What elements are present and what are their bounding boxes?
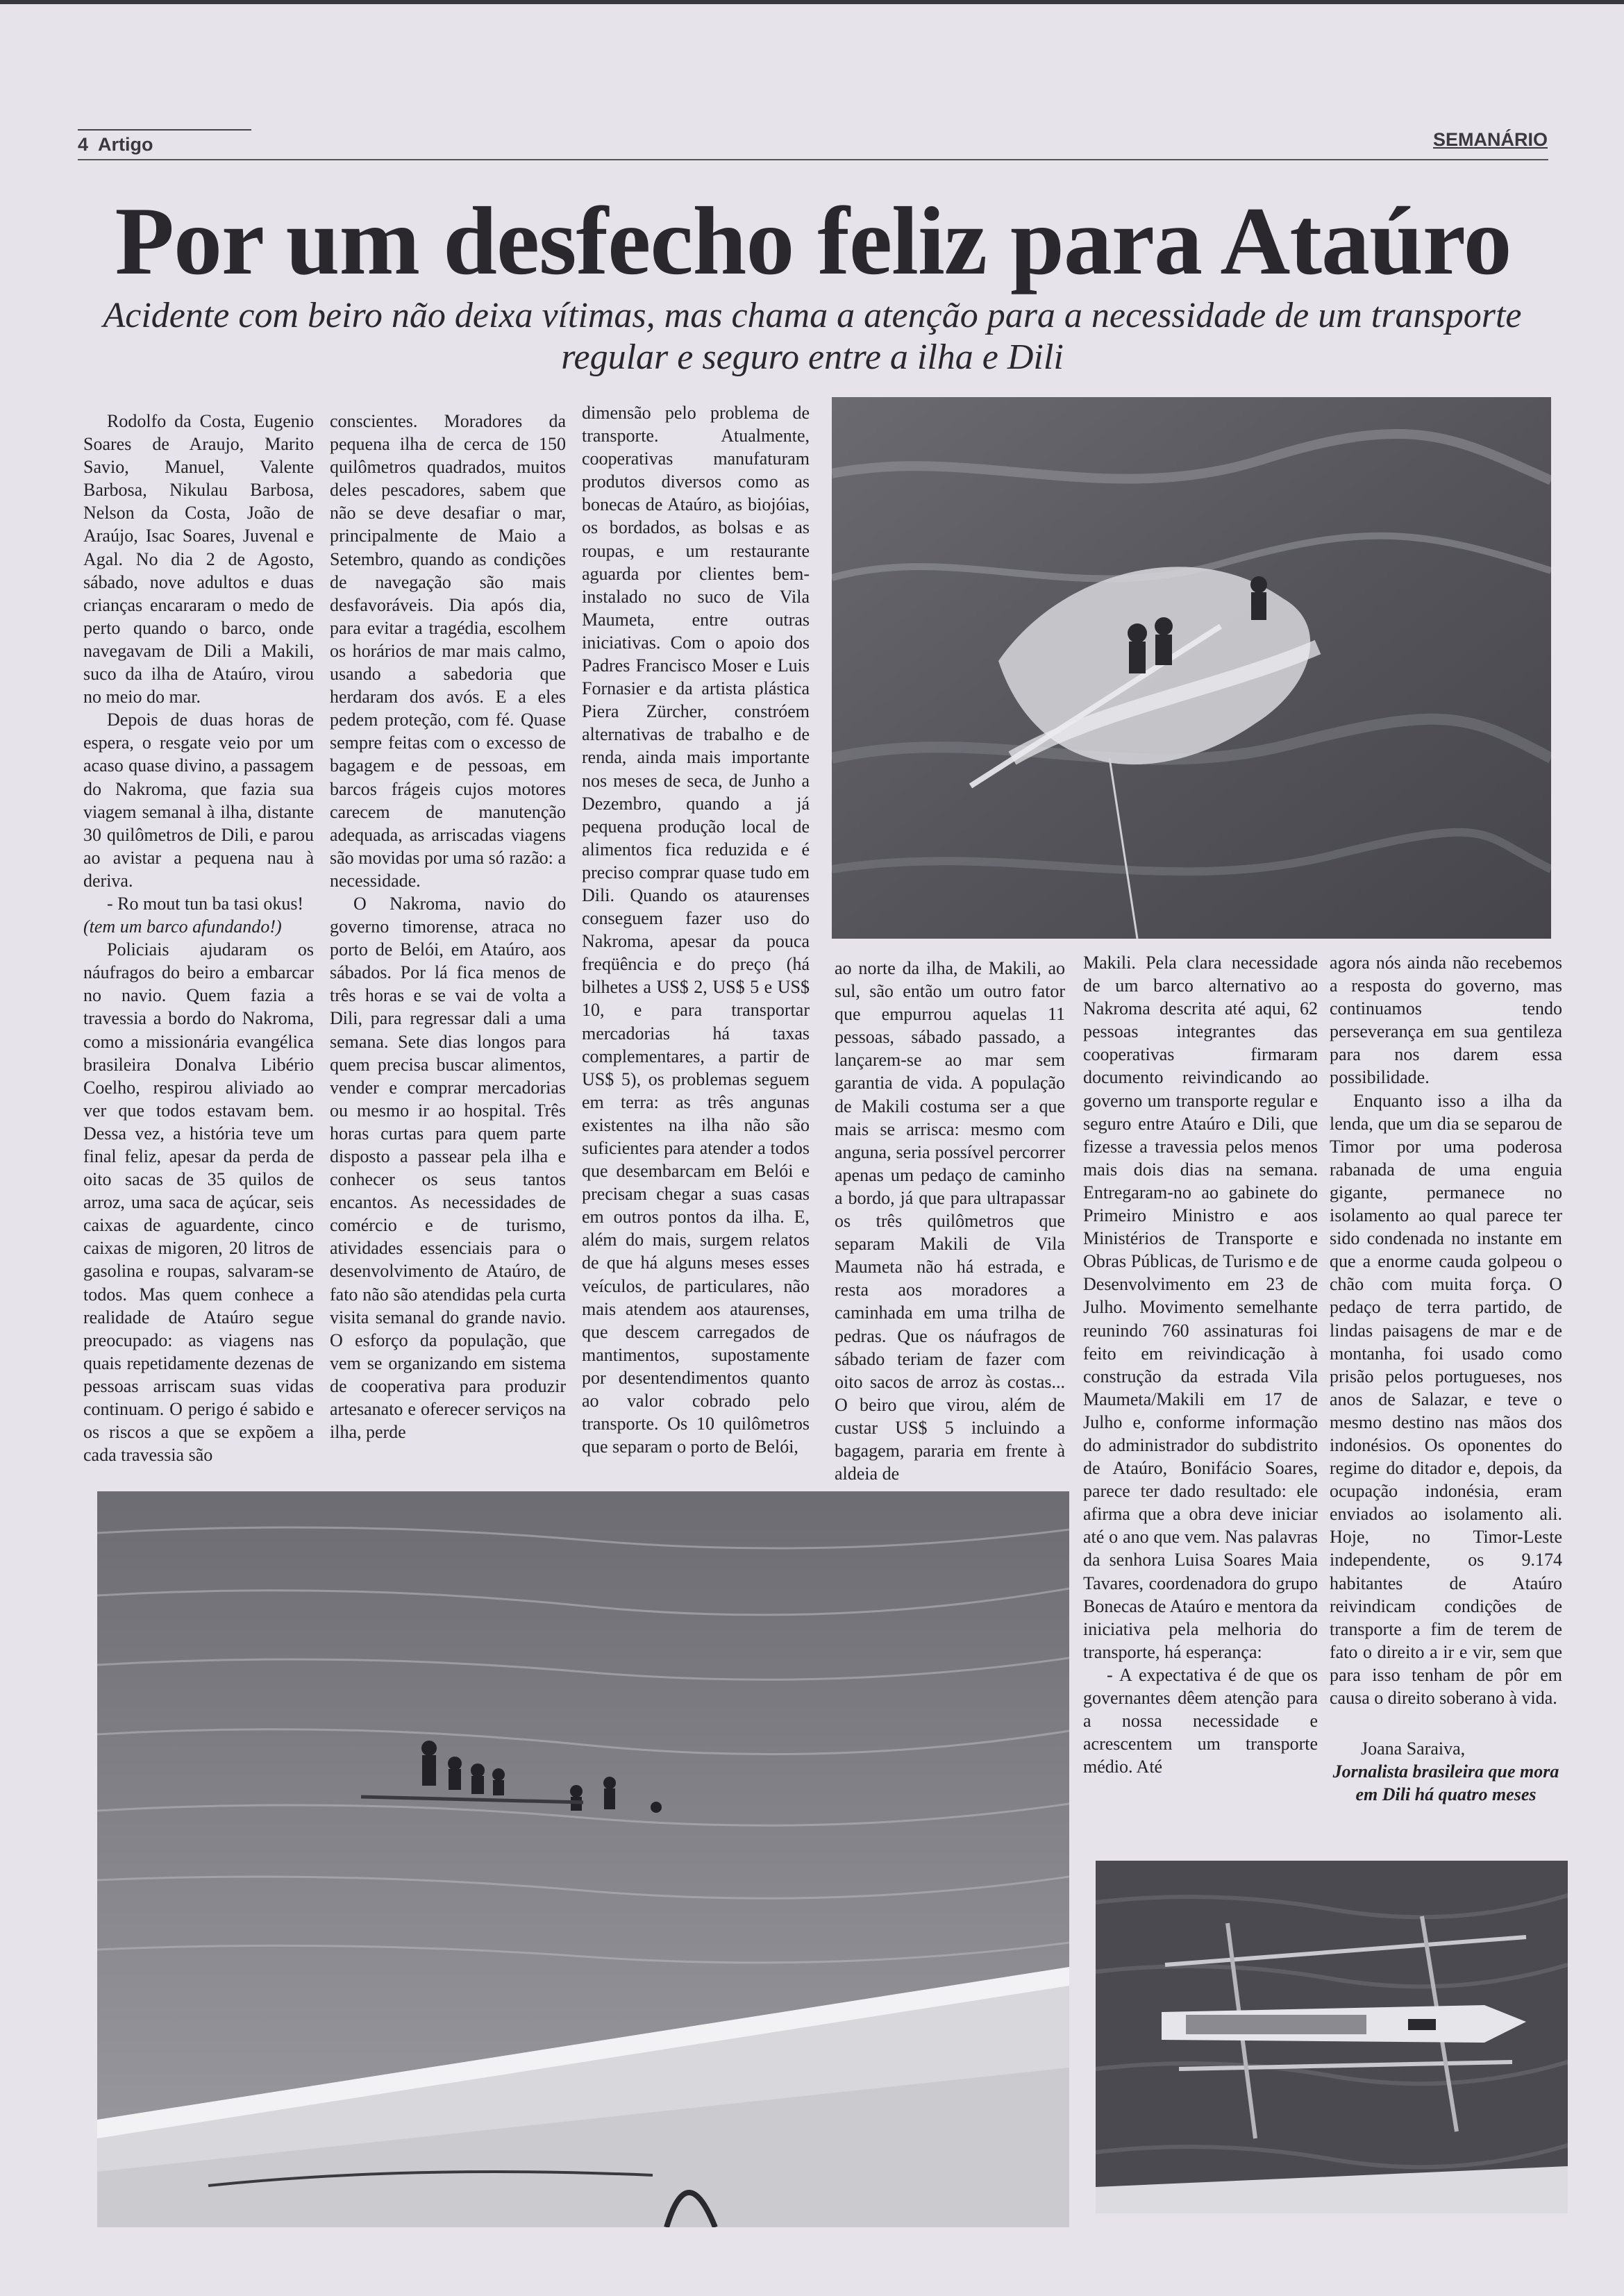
paragraph: Rodolfo da Costa, Eugenio Soares de Araujo, Marito Savio, Manuel, Valente Barbosa, Nikulau Barbosa, Nelson da Costa, João de Araújo, Isac Soares, Juvenal e Agal. No dia 2 de Agosto, sábado, nove adultos e duas crianças encararam o medo de perto quando o barco, onde navegavam de Dili a Makili, suco da ilha de Ataúro, virou no meio do mar. [83, 411, 314, 707]
paragraph: agora nós ainda não recebemos a resposta do governo, mas continuamos tendo perseverança em sua gentileza para nos darem essa possibilidade. [1330, 953, 1562, 1088]
newspaper-name: SEMANÁRIO [1432, 129, 1548, 150]
article-column-6 [1330, 951, 1562, 1806]
paragraph: Policiais ajudaram os náufragos do beiro a embarcar no navio. Quem fazia a travessia a bordo do Nakroma, como a missionária evangélica brasileira Donalva Libério Coelho, respirou aliviado ao ver que todos estavam bem. Dessa vez, a história teve um final feliz, apesar da perda de oito sacas de 35 quilos de arroz, uma saca de açúcar, seis caixas de aguardente, cinco caixas de migoren, 20 litros de gasolina e roupas, salvaram-se todos. Mas quem conhece a realidade de Ataúro segue preocupado: as viagens nas quais repetidamente dezenas de pessoas arriscam suas vidas continuam. O perigo é sabido e os riscos a que se expõem a cada travessia são [83, 939, 314, 1466]
top-border [0, 0, 1624, 4]
article-column-5 [1083, 951, 1318, 1778]
header-rule [78, 159, 1548, 160]
paragraph: O Nakroma, navio do governo timorense, atraca no porto de Belói, em Ataúro, aos sábados. Por lá fica menos de três horas e se vai de volta a Dili, para regressar dali a uma semana. Sete dias longos para quem precisa buscar alimentos, vender e comprar mercadorias ou mesmo ir ao hospital. Três horas curtas para quem parte disposto a passear pela ilha e conhecer os seus tantos encantos. As necessidades de comércio e de turismo, atividades essenciais para o desenvolvimento de Ataúro, de fato não são atendidas pela curta visita semanal do grande navio. O esforço da população, que vem se organizando em sistema de cooperativa para produzir artesanato e oferecer serviços na ilha, perde [330, 893, 566, 1443]
paragraph: conscientes. Moradores da pequena ilha de cerca de 150 quilômetros quadrados, muitos deles pescadores, sabem que não se deve desafiar o mar, principalmente de Maio a Setembro, quando as condições de navegação são mais desfavoráveis. Dia após dia, para evitar a tragédia, escolhem os horários de mar mais calmo, usando a sabedoria que herdaram dos avós. E a eles pedem proteção, com fé. Quase sempre feitas com o excesso de bagagem e de pessoas, em barcos frágeis cujos motores carecem de manutenção adequada, as arriscadas viagens são movidas por uma só razão: a necessidade. [330, 411, 566, 891]
author-name: Joana Saraiva, [1361, 1738, 1466, 1759]
author-description: Jornalista brasileira que mora em Dili há quatro meses [1332, 1761, 1559, 1805]
paragraph: Makili. Pela clara necessidade de um barco alternativo ao Nakroma descrita até aqui, 62 pessoas integrantes das cooperativas firmaram documento reivindicando ao governo um transporte regular e seguro entre Ataúro e Dili, que fizesse a travessia pelos menos mais dois dias na semana. Entregaram-no ao gabinete do Primeiro Ministro e aos Ministérios de Transporte e Obras Públicas, de Turismo e de Desenvolvimento em 23 de Julho. Movimento semelhante reunindo 760 assinaturas foi feito em reivindicação à construção da estrada Vila Maumeta/Makili em 17 de Julho e, conforme informação do administrador do subdistrito de Ataúro, Bonifácio Soares, parece ter dado resultado: ele afirma que a obra deve iniciar até o ano que vem. Nas palavras da senhora Luisa Soares Maia Tavares, coordenadora do grupo Bonecas de Ataúro e mentora da iniciativa pela melhoria do transporte, há esperança: [1083, 953, 1318, 1662]
article-headline: Por um desfecho feliz para Ataúro [115, 187, 1512, 295]
section-rule [78, 129, 251, 131]
paragraph: dimensão pelo problema de transporte. Atualmente, cooperativas manufaturam produtos diversos como as bonecas de Ataúro, as biojóias, os bordados, as bolsas e as roupas, e um restaurante aguarda por clientes bem-instalado no suco de Vila Maumeta, entre outras iniciativas. Com o apoio dos Padres Francisco Moser e Luis Fornasier e da artista plástica Piera Zürcher, constróem alternativas de trabalho e de renda, ainda mais importante nos meses de seca, de Junho a Dezembro, quando a já pequena produção local de alimentos fica reduzida e é preciso comprar quase tudo em Dili. Quando os ataurenses conseguem fazer uso do Nakroma, apesar da pouca freqüência e do preço (há bilhetes a US$ 2, US$ 5 e US$ 10, e para transportar mercadorias há taxas complementares, a partir de US$ 5), os problemas seguem em terra: as três angunas existentes na ilha não são suficientes para atender a todos que desembarcam em Belói e precisam chegar a suas casas em outros pontos da ilha. E, além do mais, surgem relatos de que há alguns meses esses veículos, de particulares, não mais atendem aos ataurenses, que descem carregados de mantimentos, supostamente por desentendimentos quanto ao valor cobrado pelo transporte. Os 10 quilômetros que separam o porto de Belói, [582, 403, 810, 1457]
outrigger-boat-photo [1096, 1861, 1568, 2213]
boat-in-waves-photo [832, 397, 1551, 939]
article-column-4 [835, 957, 1065, 1485]
rescue-at-sea-photo [97, 1491, 1069, 2227]
article-column-2 [330, 410, 566, 1443]
article-column-1 [83, 410, 314, 1466]
paragraph: ao norte da ilha, de Makili, ao sul, são então um outro fator que empurrou aquelas 11 pessoas, sábado passado, a lançarem-se ao mar sem garantia de vida. A população de Makili costuma ser a que mais se arrisca: mesmo com anguna, seria possível percorrer apenas um pedaço de caminho a bordo, já que para ultrapassar os três quilômetros que separam Makili de Vila Maumeta não há estrada, e resta aos moradores a caminhada em uma trilha de pedras. Que os náufragos de sábado teriam de fazer com oito sacos de arroz às costas... O beiro que virou, além de custar US$ 5 incluindo a bagagem, pararia em frente à aldeia de [835, 958, 1065, 1484]
quote-line: - Ro mout tun ba tasi okus! [107, 893, 304, 914]
article-subheadline: Acidente com beiro não deixa vítimas, mas chama a atenção para a necessidade de um transporte regular e seguro entre a ilha e Dili [103, 296, 1522, 377]
quote-translation: (tem um barco afundando!) [83, 916, 282, 937]
article-column-3 [582, 401, 810, 1458]
paragraph: Enquanto isso a ilha da lenda, que um dia se separou de Timor por uma poderosa rabanada de uma enguia gigante, permanece no isolamento ao qual parece ter sido condenada no instante em que a enorme cauda golpeou o chão com muita força. O pedaço de terra partido, de lindas paisagens de mar e de montanha, foi usado como prisão pelos portugueses, nos anos de Salazar, e teve o mesmo destino nas mãos dos indonésios. Os oponentes do regime do ditador e, depois, da ocupação indonésia, eram enviados ao isolamento ali. Hoje, no Timor-Leste independente, os 9.174 habitantes de Ataúro reivindicam condições de transporte a fim de terem de fato o direito a ir e vir, sem que para isso tenham de pôr em causa o direito soberano à vida. [1330, 1090, 1562, 1708]
paragraph: Depois de duas horas de espera, o resgate veio por um acaso quase divino, a passagem do Nakroma, que fazia sua viagem semanal à ilha, distante 30 quilômetros de Dili, e parou ao avistar a pequena nau à deriva. [83, 710, 314, 891]
paragraph: - A expectativa é de que os governantes dêem atenção para a nossa necessidade e acrescentem um transporte médio. Até [1083, 1664, 1318, 1777]
section-label: 4 Artigo [78, 134, 153, 155]
